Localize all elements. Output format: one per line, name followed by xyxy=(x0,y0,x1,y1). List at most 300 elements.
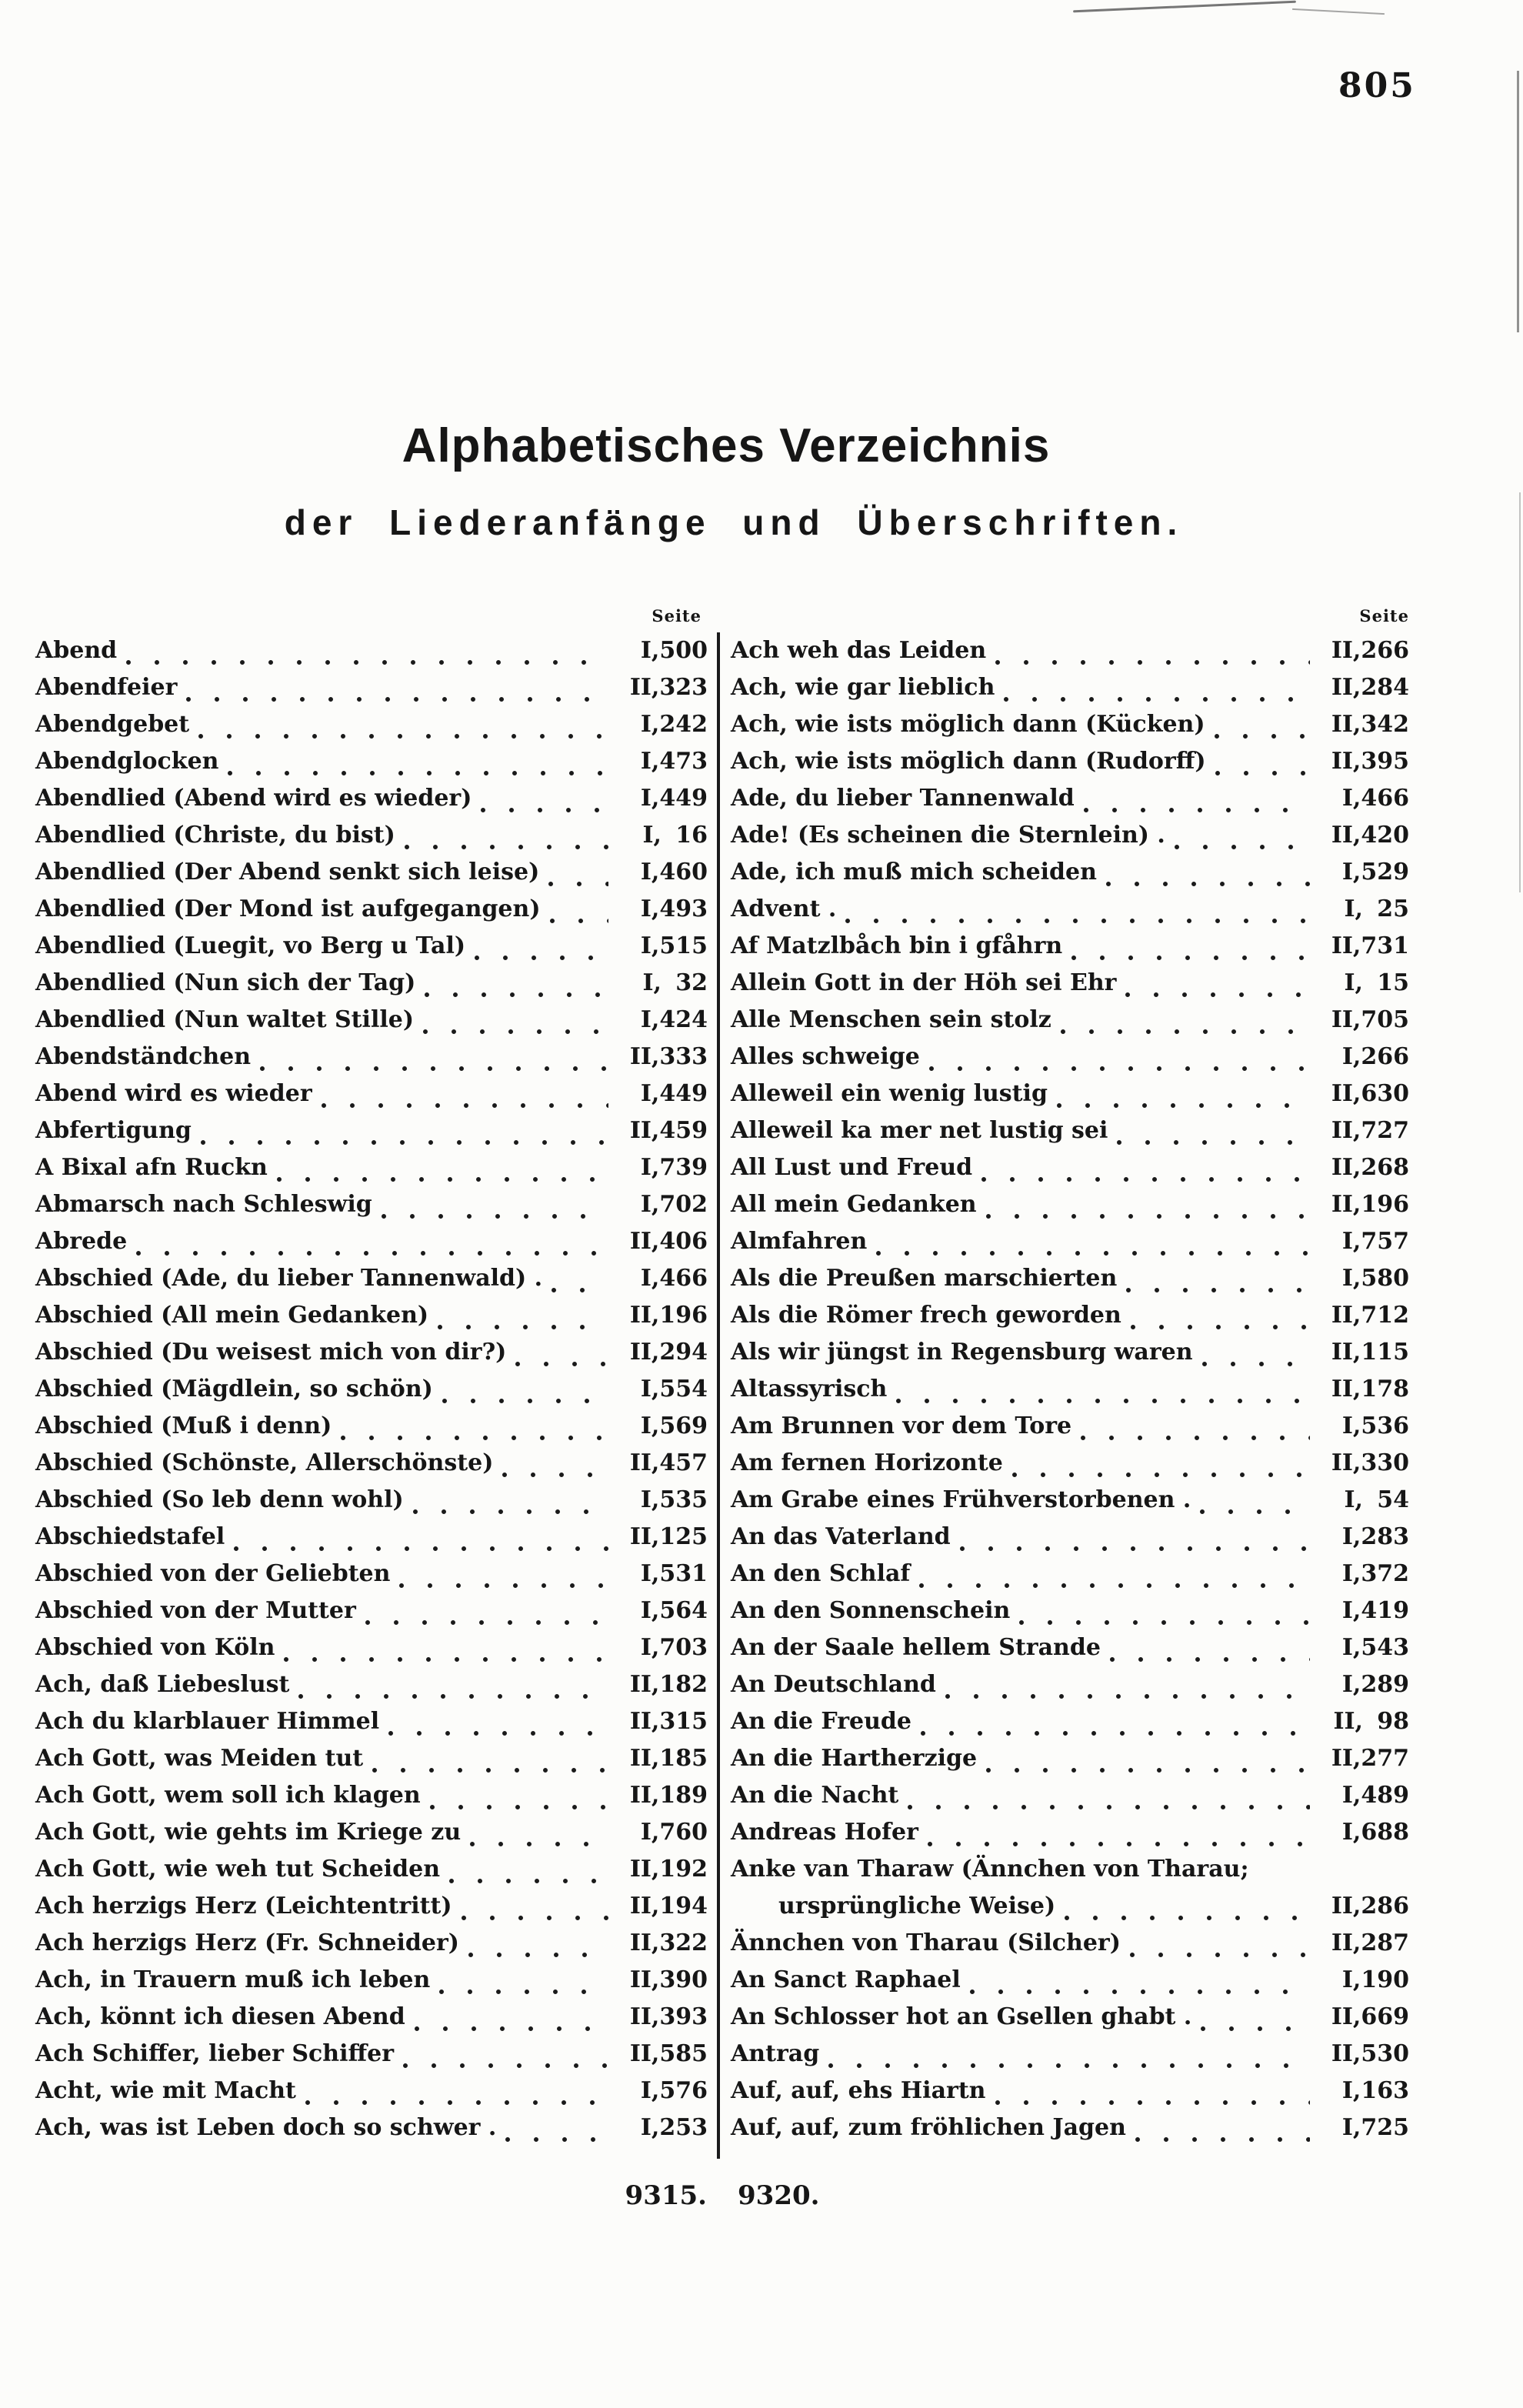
entry-volume: II, xyxy=(629,1856,660,1883)
dot-leader xyxy=(251,1043,618,1080)
index-entry xyxy=(35,1523,708,1560)
entry-title: All mein Gedanken xyxy=(731,1191,977,1218)
entry-title: An Deutschland xyxy=(731,1671,936,1698)
entry-title: Ach, wie gar lieblich xyxy=(731,674,995,701)
dot-leader xyxy=(918,1819,1319,1856)
dot-leader xyxy=(1126,2114,1319,2151)
entry-title: An Sanct Raphael xyxy=(731,1966,961,1993)
index-entry xyxy=(731,711,1409,748)
entry-page: 16 xyxy=(675,822,708,849)
entry-title: Abschied (Ade, du lieber Tannenwald) . xyxy=(35,1265,543,1292)
index-title: Alphabetisches Verzeichnis xyxy=(402,419,1051,472)
entry-title: Abschied (Du weisest mich von dir?) xyxy=(35,1339,507,1366)
index-entry xyxy=(35,822,708,859)
plate-number: 9315. xyxy=(625,2180,707,2211)
entry-volume: I, xyxy=(642,969,662,996)
entry-volume: I, xyxy=(640,711,660,738)
dot-leader xyxy=(1062,932,1319,969)
index-entry xyxy=(35,932,708,969)
scan-artifact-line xyxy=(1517,71,1519,332)
entry-title: An die Hartherzige xyxy=(731,1745,978,1772)
index-entry xyxy=(731,969,1409,1006)
index-entry xyxy=(731,1523,1409,1560)
entry-volume: II, xyxy=(1331,932,1361,959)
entry-title: Ade, ich muß mich scheiden xyxy=(731,859,1097,885)
entry-volume: I, xyxy=(640,748,660,775)
entry-volume: I, xyxy=(640,2077,660,2104)
entry-page: 466 xyxy=(659,1265,708,1292)
entry-title: Ach Gott, wie gehts im Kriege zu xyxy=(35,1819,462,1846)
index-entry xyxy=(35,1893,708,1929)
entry-title: Af Matzlbåch bin i gfåhrn xyxy=(731,932,1063,959)
dot-leader xyxy=(1003,1449,1320,1486)
index-entry xyxy=(35,1154,708,1191)
dot-leader xyxy=(312,1080,618,1117)
dot-leader xyxy=(541,895,618,932)
entry-page: 194 xyxy=(659,1893,708,1919)
entry-volume: II, xyxy=(1331,2003,1361,2030)
dot-leader xyxy=(428,1302,618,1339)
index-subtitle: der Liederanfänge und Überschriften. xyxy=(284,502,1184,542)
index-entry xyxy=(35,1043,708,1080)
index-entry xyxy=(35,748,708,785)
dot-leader xyxy=(404,1486,618,1523)
entry-title: Andreas Hofer xyxy=(731,1819,918,1846)
dot-leader xyxy=(1191,1486,1321,1523)
index-entry xyxy=(731,748,1409,785)
entry-title: Abschiedstafel xyxy=(35,1523,225,1550)
entry-title: Abend xyxy=(35,637,118,664)
index-entry xyxy=(731,1191,1409,1228)
entry-title: Ach, in Trauern muß ich leben xyxy=(35,1966,431,1993)
entry-volume: II, xyxy=(1331,822,1361,849)
dot-leader xyxy=(117,637,618,674)
entry-page: 266 xyxy=(1361,637,1409,664)
dot-leader xyxy=(472,785,618,822)
entry-title: All Lust und Freud xyxy=(731,1154,973,1181)
entry-volume: I, xyxy=(1341,785,1361,812)
entry-page: 342 xyxy=(1361,711,1409,738)
entry-title: Anke van Tharaw (Ännchen von Tharau; xyxy=(731,1856,1249,1883)
index-entry xyxy=(35,1819,708,1856)
dot-leader xyxy=(1097,859,1319,895)
entry-volume: II, xyxy=(629,1782,660,1809)
index-entry xyxy=(731,1634,1409,1671)
entry-page: 529 xyxy=(1361,859,1409,885)
index-entry xyxy=(35,1191,708,1228)
entry-page: 489 xyxy=(1361,1782,1409,1809)
dot-leader xyxy=(506,1339,618,1376)
index-entry xyxy=(731,2077,1409,2114)
dot-leader xyxy=(951,1523,1320,1560)
dot-leader xyxy=(898,1782,1319,1819)
index-entry xyxy=(731,1819,1409,1856)
entry-page: 500 xyxy=(659,637,708,664)
entry-page: 725 xyxy=(1361,2114,1409,2141)
entry-page: 449 xyxy=(659,1080,708,1107)
index-entry xyxy=(35,1376,708,1412)
entry-page: 192 xyxy=(659,1856,708,1883)
dot-leader xyxy=(405,2003,618,2040)
index-entry xyxy=(731,1782,1409,1819)
dot-leader xyxy=(459,1929,618,1966)
entry-page: 406 xyxy=(659,1228,708,1255)
entry-title: Abrede xyxy=(35,1228,128,1255)
entry-page: 277 xyxy=(1361,1745,1409,1772)
entry-page: 543 xyxy=(1361,1634,1409,1661)
entry-volume: II, xyxy=(629,1966,660,1993)
entry-page: 585 xyxy=(659,2040,708,2067)
index-entry xyxy=(731,1154,1409,1191)
index-entry xyxy=(35,1634,708,1671)
entry-page: 189 xyxy=(659,1782,708,1809)
entry-page: 242 xyxy=(659,711,708,738)
entry-volume: II, xyxy=(629,1339,660,1366)
entry-volume: II, xyxy=(629,2040,660,2067)
entry-volume: II, xyxy=(1331,1080,1361,1107)
entry-page: 727 xyxy=(1361,1117,1409,1144)
index-entry xyxy=(731,1893,1409,1929)
entry-title: Als die Preußen marschierten xyxy=(731,1265,1118,1292)
entry-page: 286 xyxy=(1361,1893,1409,1919)
entry-volume: I, xyxy=(640,1006,660,1033)
index-entry xyxy=(731,637,1409,674)
entry-page: 466 xyxy=(1361,785,1409,812)
entry-title: Abendlied (Nun waltet Stille) xyxy=(35,1006,415,1033)
entry-title: Am fernen Horizonte xyxy=(731,1449,1003,1476)
entry-title: Advent . xyxy=(731,895,837,922)
index-entry xyxy=(731,1117,1409,1154)
dot-leader xyxy=(415,969,620,1006)
index-entry xyxy=(731,1080,1409,1117)
index-entry xyxy=(731,2114,1409,2151)
entry-title: Ach Gott, was Meiden tut xyxy=(35,1745,364,1772)
entry-title: Abschied (Muß i denn) xyxy=(35,1412,332,1439)
entry-page: 196 xyxy=(659,1302,708,1329)
entry-title: Abendlied (Luegit, vo Berg u Tal) xyxy=(35,932,466,959)
dot-leader xyxy=(452,1893,618,1929)
dot-leader xyxy=(1108,1117,1319,1154)
entry-title: Ade! (Es scheinen die Sternlein) . xyxy=(731,822,1165,849)
index-entry xyxy=(35,1339,708,1376)
dot-leader xyxy=(977,1191,1320,1228)
index-entry xyxy=(731,785,1409,822)
entry-page: 712 xyxy=(1361,1302,1409,1329)
entry-volume: II, xyxy=(1331,1376,1361,1402)
dot-leader xyxy=(372,1191,618,1228)
index-entry xyxy=(35,969,708,1006)
entry-volume: I, xyxy=(1341,859,1361,885)
entry-volume: I, xyxy=(640,1486,660,1513)
entry-volume: II, xyxy=(629,1043,660,1070)
entry-page: 424 xyxy=(659,1006,708,1033)
entry-page: 25 xyxy=(1377,895,1409,922)
index-entry xyxy=(731,1043,1409,1080)
index-entry xyxy=(731,674,1409,711)
entry-volume: I, xyxy=(1344,895,1363,922)
entry-title: ursprüngliche Weise) xyxy=(778,1893,1056,1919)
index-entry xyxy=(35,1302,708,1339)
index-entry xyxy=(731,1745,1409,1782)
entry-page: 473 xyxy=(659,748,708,775)
dot-leader xyxy=(1191,2003,1319,2040)
dot-leader xyxy=(1117,1265,1319,1302)
index-column-right xyxy=(731,637,1409,2151)
entry-page: 283 xyxy=(1361,1523,1409,1550)
entry-volume: II, xyxy=(629,674,660,701)
index-entry xyxy=(731,1376,1409,1412)
entry-volume: I, xyxy=(640,932,660,959)
entry-volume: I, xyxy=(1341,1597,1361,1624)
entry-volume: II, xyxy=(1331,1745,1361,1772)
entry-volume: II, xyxy=(629,1523,660,1550)
entry-volume: I, xyxy=(642,822,662,849)
entry-volume: I, xyxy=(1341,1782,1361,1809)
entry-page: 294 xyxy=(659,1339,708,1366)
entry-volume: II, xyxy=(1333,1708,1363,1735)
entry-title: Abschied (Mägdlein, so schön) xyxy=(35,1376,433,1402)
entry-volume: II, xyxy=(629,2003,660,2030)
index-entry xyxy=(731,895,1409,932)
entry-title: Abmarsch nach Schleswig xyxy=(35,1191,372,1218)
index-entry xyxy=(731,932,1409,969)
entry-page: 190 xyxy=(1361,1966,1409,1993)
dot-leader xyxy=(542,1265,618,1302)
entry-page: 390 xyxy=(659,1966,708,1993)
dot-leader xyxy=(189,711,618,748)
entry-title: Ännchen von Tharau (Silcher) xyxy=(731,1929,1121,1956)
entry-volume: II, xyxy=(629,1228,660,1255)
dot-leader xyxy=(296,2077,618,2114)
entry-volume: I, xyxy=(640,637,660,664)
entry-volume: I, xyxy=(1341,1560,1361,1587)
dot-leader xyxy=(1193,1339,1320,1376)
entry-volume: II, xyxy=(1331,1117,1361,1144)
index-entry xyxy=(731,1486,1409,1523)
dot-leader xyxy=(1206,748,1320,785)
entry-title: Am Brunnen vor dem Tore xyxy=(731,1412,1072,1439)
entry-page: 315 xyxy=(659,1708,708,1735)
index-entry xyxy=(731,1856,1409,1893)
entry-volume: II, xyxy=(1331,637,1361,664)
dot-leader xyxy=(972,1154,1319,1191)
dot-leader xyxy=(379,1708,618,1745)
entry-title: Abendlied (Nun sich der Tag) xyxy=(35,969,416,996)
index-entry xyxy=(35,1412,708,1449)
index-entry xyxy=(731,859,1409,895)
entry-page: 420 xyxy=(1361,822,1409,849)
entry-title: Ach herzigs Herz (Leichtentritt) xyxy=(35,1893,452,1919)
entry-volume: II, xyxy=(629,1449,660,1476)
entry-page: 268 xyxy=(1361,1154,1409,1181)
index-column-left xyxy=(35,637,708,2151)
dot-leader xyxy=(1055,1893,1319,1929)
entry-volume: II, xyxy=(1331,1893,1361,1919)
entry-title: Abend wird es wieder xyxy=(35,1080,312,1107)
entry-title: Ach Schiffer, lieber Schiffer xyxy=(35,2040,395,2067)
index-entry xyxy=(731,1302,1409,1339)
dot-leader xyxy=(177,674,618,711)
index-entry xyxy=(35,2040,708,2077)
entry-title: Ach, wie ists möglich dann (Rudorff) xyxy=(731,748,1206,775)
scan-artifact-dash xyxy=(1073,1,1296,13)
dot-leader xyxy=(819,2040,1319,2077)
entry-title: Ach Gott, wem soll ich klagen xyxy=(35,1782,421,1809)
entry-volume: I, xyxy=(640,785,660,812)
entry-volume: II, xyxy=(1331,1154,1361,1181)
entry-title: Ach herzigs Herz (Fr. Schneider) xyxy=(35,1929,459,1956)
entry-volume: I, xyxy=(1341,1228,1361,1255)
dot-leader xyxy=(995,674,1319,711)
dot-leader xyxy=(1075,785,1320,822)
entry-title: Abschied (Schönste, Allerschönste) xyxy=(35,1449,494,1476)
dot-leader xyxy=(1116,969,1321,1006)
entry-page: 395 xyxy=(1361,748,1409,775)
entry-title: Alleweil ein wenig lustig xyxy=(731,1080,1048,1107)
entry-title: Am Grabe eines Frühverstorbenen . xyxy=(731,1486,1191,1513)
entry-volume: I, xyxy=(640,1191,660,1218)
entry-title: Abschied (All mein Gedanken) xyxy=(35,1302,429,1329)
entry-page: 393 xyxy=(659,2003,708,2030)
entry-title: Ach Gott, wie weh tut Scheiden xyxy=(35,1856,441,1883)
index-entry xyxy=(731,1006,1409,1043)
dot-leader xyxy=(414,1006,618,1043)
entry-volume: I, xyxy=(1344,1486,1363,1513)
entry-volume: II, xyxy=(1331,1191,1361,1218)
index-entry xyxy=(731,1966,1409,2003)
entry-page: 253 xyxy=(659,2114,708,2141)
entry-volume: II, xyxy=(1331,748,1361,775)
index-entry xyxy=(35,785,708,822)
entry-title: Ach, wie ists möglich dann (Kücken) xyxy=(731,711,1205,738)
dot-leader xyxy=(977,1745,1319,1782)
index-entry xyxy=(35,895,708,932)
entry-title: Altassyrisch xyxy=(731,1376,888,1402)
entry-page: 580 xyxy=(1361,1265,1409,1292)
entry-volume: II, xyxy=(629,1302,660,1329)
plate-numbers xyxy=(35,2180,1409,2211)
dot-leader xyxy=(496,2114,618,2151)
dot-leader xyxy=(192,1117,618,1154)
entry-volume: I, xyxy=(640,1376,660,1402)
entry-volume: I, xyxy=(640,2114,660,2141)
dot-leader xyxy=(1205,711,1320,748)
index-entry xyxy=(731,1708,1409,1745)
entry-page: 163 xyxy=(1361,2077,1409,2104)
entry-volume: I, xyxy=(1344,969,1363,996)
index-entry xyxy=(731,1265,1409,1302)
entry-title: Ach, könnt ich diesen Abend xyxy=(35,2003,405,2030)
entry-page: 576 xyxy=(659,2077,708,2104)
dot-leader xyxy=(332,1412,618,1449)
index-entry xyxy=(35,1560,708,1597)
index-entry xyxy=(35,1228,708,1265)
index-entry xyxy=(35,637,708,674)
dot-leader xyxy=(920,1043,1320,1080)
entry-page: 460 xyxy=(659,859,708,885)
entry-volume: I, xyxy=(640,859,660,885)
entry-page: 669 xyxy=(1361,2003,1409,2030)
dot-leader xyxy=(394,2040,618,2077)
dot-leader xyxy=(395,822,620,859)
entry-volume: I, xyxy=(640,1265,660,1292)
entry-page: 125 xyxy=(659,1523,708,1550)
dot-leader xyxy=(461,1819,618,1856)
entry-title: Alles schweige xyxy=(731,1043,920,1070)
entry-page: 702 xyxy=(659,1191,708,1218)
entry-volume: II, xyxy=(1331,1302,1361,1329)
entry-page: 569 xyxy=(659,1412,708,1439)
index-entry xyxy=(35,1486,708,1523)
index-entry xyxy=(731,1597,1409,1634)
dot-leader xyxy=(440,1856,618,1893)
entry-page: 266 xyxy=(1361,1043,1409,1070)
index-entry xyxy=(731,1560,1409,1597)
dot-leader xyxy=(936,1671,1319,1708)
index-entry xyxy=(35,2003,708,2040)
dot-leader xyxy=(910,1560,1319,1597)
index-entry xyxy=(35,1449,708,1486)
dot-leader xyxy=(1121,1302,1320,1339)
entry-volume: II, xyxy=(1331,1006,1361,1033)
dot-leader xyxy=(867,1228,1319,1265)
entry-volume: II, xyxy=(629,1671,660,1698)
index-entry xyxy=(35,674,708,711)
dot-leader xyxy=(1121,1929,1319,1966)
entry-page: 54 xyxy=(1377,1486,1409,1513)
entry-page: 493 xyxy=(659,895,708,922)
entry-title: Abfertigung xyxy=(35,1117,192,1144)
dot-leader xyxy=(1071,1412,1319,1449)
entry-title: Als wir jüngst in Regensburg waren xyxy=(731,1339,1193,1366)
entry-page: 449 xyxy=(659,785,708,812)
entry-page: 333 xyxy=(659,1043,708,1070)
entry-page: 705 xyxy=(1361,1006,1409,1033)
entry-page: 32 xyxy=(675,969,708,996)
entry-title: An das Vaterland xyxy=(731,1523,951,1550)
entry-page: 530 xyxy=(1361,2040,1409,2067)
dot-leader xyxy=(433,1376,618,1412)
entry-page: 178 xyxy=(1361,1376,1409,1402)
dot-leader xyxy=(887,1376,1319,1412)
entry-title: Ade, du lieber Tannenwald xyxy=(731,785,1075,812)
index-entry xyxy=(731,1671,1409,1708)
entry-title: Almfahren xyxy=(731,1228,868,1255)
entry-page: 284 xyxy=(1361,674,1409,701)
entry-volume: II, xyxy=(1331,711,1361,738)
scan-artifact-dash xyxy=(1292,8,1385,15)
entry-volume: II, xyxy=(1331,1929,1361,1956)
dot-leader xyxy=(289,1671,618,1708)
entry-volume: I, xyxy=(1341,1523,1361,1550)
entry-title: Acht, wie mit Macht xyxy=(35,2077,296,2104)
entry-page: 515 xyxy=(659,932,708,959)
dot-leader xyxy=(493,1449,618,1486)
index-entry xyxy=(35,1708,708,1745)
entry-title: Abschied von Köln xyxy=(35,1634,275,1661)
dot-leader xyxy=(1048,1080,1319,1117)
index-entry xyxy=(35,859,708,895)
entry-volume: II, xyxy=(1331,1449,1361,1476)
entry-volume: I, xyxy=(640,1412,660,1439)
entry-volume: I, xyxy=(1341,1412,1361,1439)
entry-volume: I, xyxy=(1341,1043,1361,1070)
dot-leader xyxy=(268,1154,618,1191)
dot-leader xyxy=(218,748,618,785)
page-number: 805 xyxy=(1338,66,1416,105)
index-entry xyxy=(731,1339,1409,1376)
entry-title: Abschied (So leb denn wohl) xyxy=(35,1486,404,1513)
